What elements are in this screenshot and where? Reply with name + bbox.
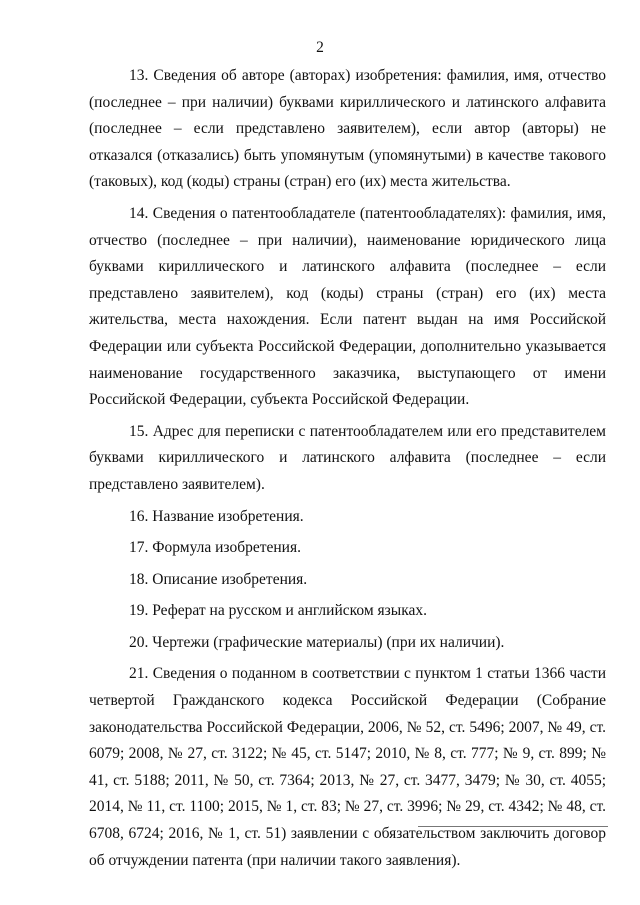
- page-number: 2: [316, 39, 324, 56]
- paragraph-item-19: 19. Реферат на русском и английском языках.: [129, 602, 427, 620]
- paragraph-item-13: 13. Сведения об авторе (авторах) изобретения: фамилия, имя, отчество (последнее – при наличии) буквами кириллического и латинского алфавита (последнее – если представлено заявителем), если автор (авторы) не отказался (отказались) быть упомянутым (упомянутыми) в качестве такового (таковых), код (коды) страны (стран) его (их) места жительства.: [89, 67, 606, 191]
- paragraph-item-14: 14. Сведения о патентообладателе (патентообладателях): фамилия, имя, отчество (последнее – при наличии), наименование юридического лица буквами кириллического и латинского алфавита (последнее – если представлено заявителем), код (коды) страны (стран) его (их) места жительства, места нахождения. Если патент выдан на имя Российской Федерации или субъекта Российской Федерации, дополнительно указывается наименование государственного заказчика, выступающего от имени Российской Федерации, субъекта Российской Федерации.: [89, 204, 606, 409]
- paragraph-item-16: 16. Название изобретения.: [129, 507, 304, 525]
- paragraph-item-20: 20. Чертежи (графические материалы) (при их наличии).: [129, 633, 505, 651]
- document-body: [89, 63, 606, 874]
- paragraph-item-18: 18. Описание изобретения.: [129, 570, 308, 588]
- paragraph-item-15: 15. Адрес для переписки с патентообладателем или его представителем буквами кириллического и латинского алфавита (последнее – если представлено заявителем).: [89, 422, 606, 493]
- bottom-divider: [418, 826, 608, 827]
- paragraph-item-21: 21. Сведения о поданном в соответствии с пунктом 1 статьи 1366 части четвертой Гражданского кодекса Российской Федерации (Собрание законодательства Российской Федерации, 2006, № 52, ст. 5496; 2007, № 49, ст. 6079; 2008, № 27, ст. 3122; № 45, ст. 5147; 2010, № 8, ст. 777; № 9, ст. 899; № 41, ст. 5188; 2011, № 50, ст. 7364; 2013, № 27, ст. 3477, 3479; № 30, ст. 4055; 2014, № 11, ст. 1100; 2015, № 1, ст. 83; № 27, ст. 3996; № 29, ст. 4342; № 48, ст. 6708, 6724; 2016, № 1, ст. 51) заявлении с обязательством заключить договор об отчуждении патента (при наличии такого заявления).: [89, 665, 606, 869]
- paragraph-item-17: 17. Формула изобретения.: [129, 539, 301, 557]
